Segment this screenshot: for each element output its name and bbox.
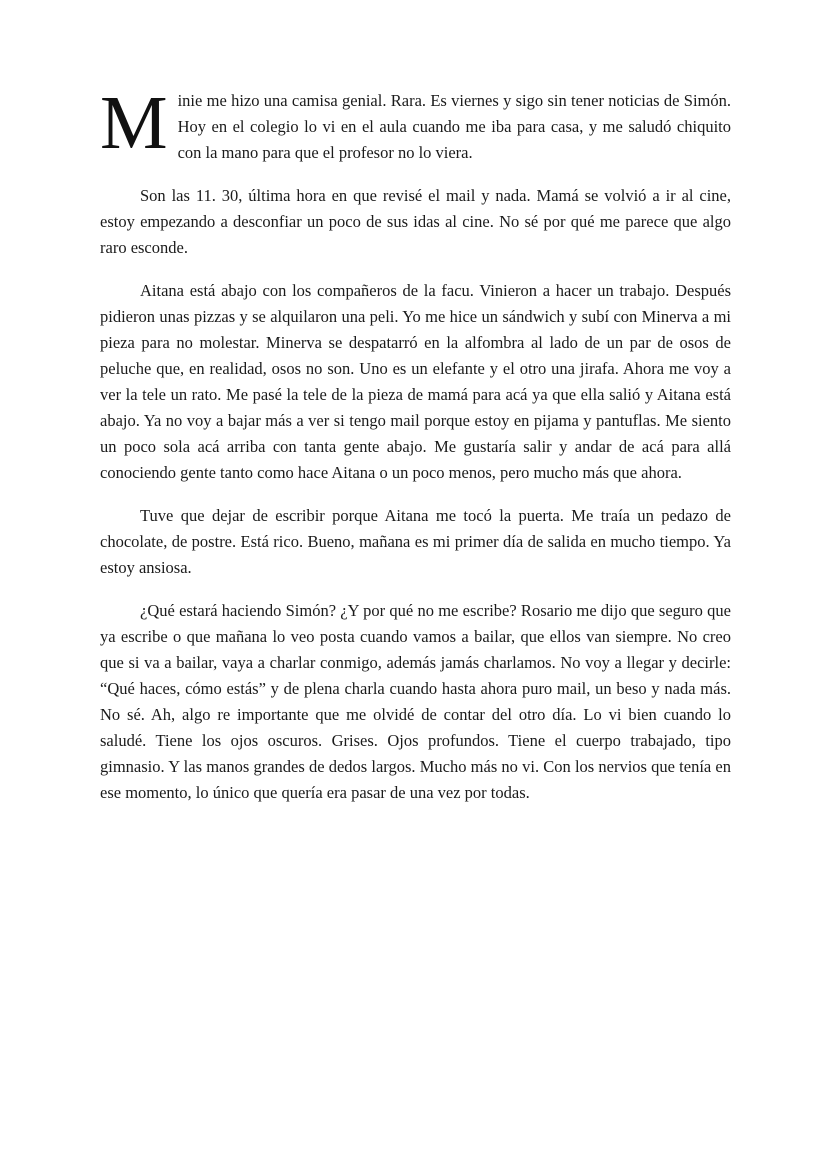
paragraph: Tuve que dejar de escribir porque Aitana me tocó la puerta. Me traía un pedazo de chocolate, de postre. Está rico. Bueno, mañana es mi primer día de salida en mucho tiempo. Ya estoy ansiosa. xyxy=(100,506,731,577)
paragraph: Son las 11. 30, última hora en que revisé el mail y nada. Mamá se volvió a ir al cine, estoy empezando a desconfiar un poco de sus idas al cine. No sé por qué me parece que algo raro esconde. xyxy=(100,186,731,257)
opening-paragraph-text: inie me hizo una camisa genial. Rara. Es viernes y sigo sin tener noticias de Simón. Hoy en el colegio lo vi en el aula cuando me iba para casa, y me saludó chiquito con la mano para que el profesor no lo viera. xyxy=(177,91,731,162)
drop-cap: M xyxy=(100,81,168,165)
opening-paragraph xyxy=(100,81,731,166)
paragraph: Aitana está abajo con los compañeros de la facu. Vinieron a hacer un trabajo. Después pidieron unas pizzas y se alquilaron una peli. Yo me hice un sándwich y subí con Minerva a mi pieza para no molestar. Minerva se despatarró en la alfombra al lado de un par de osos de peluche que, en realidad, osos no son. Uno es un elefante y el otro una jirafa. Ahora me voy a ver la tele un rato. Me pasé la tele de la pieza de mamá para acá ya que ella salió y Aitana está abajo. Ya no voy a bajar más a ver si tengo mail porque estoy en pijama y pantuflas. Me siento un poco sola acá arriba con tanta gente abajo. Me gustaría salir y andar de acá para allá conociendo gente tanto como hace Aitana o un poco menos, pero mucho más que ahora. xyxy=(100,281,731,482)
paragraph: ¿Qué estará haciendo Simón? ¿Y por qué no me escribe? Rosario me dijo que seguro que ya escribe o que mañana lo veo posta cuando vamos a bailar, que ellos van siempre. No creo que si va a bailar, vaya a charlar conmigo, además jamás charlamos. No voy a llegar y decirle: “Qué haces, cómo estás” y de plena charla cuando hasta ahora puro mail, un beso y nada más. No sé. Ah, algo re importante que me olvidé de contar del otro día. Lo vi bien cuando lo saludé. Tiene los ojos oscuros. Grises. Ojos profundos. Tiene el cuerpo trabajado, tipo gimnasio. Y las manos grandes de dedos largos. Mucho más no vi. Con los nervios que tenía en ese momento, lo único que quería era pasar de una vez por todas. xyxy=(100,601,731,802)
